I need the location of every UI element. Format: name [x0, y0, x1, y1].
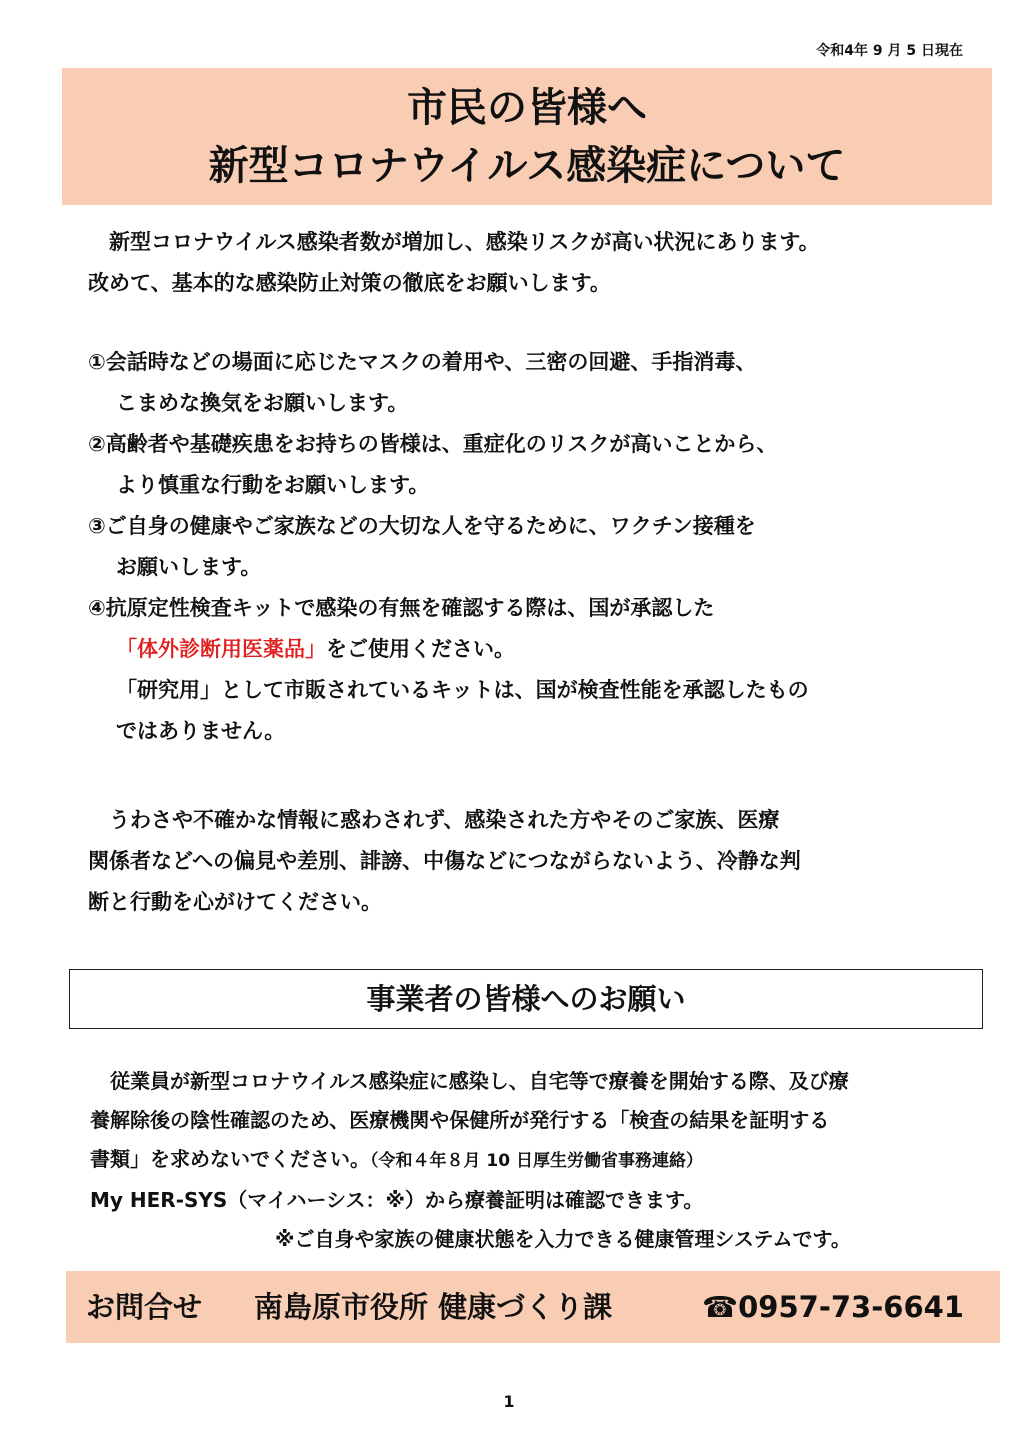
list-item-1: ①会話時などの場面に応じたマスクの着用や、三密の回避、手指消毒、 [88, 350, 757, 374]
contact-phone: ☎0957-73-6641 [702, 1290, 964, 1324]
intro-line: 改めて、基本的な感染防止対策の徹底をお願いします。 [88, 271, 611, 295]
business-line-hersys: My HER-SYS（マイハーシス：※）から療養証明は確認できます。 [90, 1188, 704, 1212]
contact-banner [66, 1271, 1000, 1343]
contact-label: お問合せ [86, 1290, 203, 1324]
list-item-3: ③ご自身の健康やご家族などの大切な人を守るために、ワクチン接種を [88, 514, 756, 538]
closing-line: うわさや不確かな情報に惑わされず、感染された方やそのご家族、医療 [88, 808, 780, 832]
business-heading: 事業者の皆様へのお願い [69, 969, 983, 1029]
highlight-diagnostic-drug: 「体外診断用医薬品」 [116, 637, 326, 661]
business-paragraph [90, 1062, 970, 1259]
page-number: 1 [503, 1392, 515, 1411]
measures-list [88, 342, 968, 752]
list-item-1-cont: こまめな換気をお願いします。 [116, 391, 409, 415]
closing-line: 断と行動を心がけてください。 [88, 890, 382, 914]
closing-paragraph [88, 800, 968, 923]
title-line-2: 新型コロナウイルス感染症について [208, 143, 846, 189]
business-line [90, 1140, 970, 1181]
list-item-4-cont-rest: をご使用ください。 [326, 637, 515, 661]
list-item-2: ②高齢者や基礎疾患をお持ちの皆様は、重症化のリスクが高いことから、 [88, 432, 778, 456]
list-item-4-note-cont: ではありません。 [116, 719, 286, 743]
business-line: 従業員が新型コロナウイルス感染症に感染し、自宅等で療養を開始する際、及び療 [90, 1069, 849, 1093]
business-line: 養解除後の陰性確認のため、医療機関や保健所が発行する「検査の結果を証明する [90, 1108, 830, 1132]
date-stamp: 令和4年 9 月 5 日現在 [816, 43, 963, 59]
closing-line: 関係者などへの偏見や差別、誹謗、中傷などにつながらないよう、冷静な判 [88, 849, 801, 873]
business-line-3-note: （令和４年８月 10 日厚生労働省事務連絡） [370, 1151, 703, 1171]
list-item-4-cont [88, 629, 968, 670]
list-item-4: ④抗原定性検査キットで感染の有無を確認する際は、国が承認した [88, 596, 715, 620]
business-line-3-main: 書類」を求めないでください。 [90, 1147, 370, 1171]
intro-line: 新型コロナウイルス感染者数が増加し、感染リスクが高い状況にあります。 [88, 230, 820, 254]
list-item-4-note: 「研究用」として市販されているキットは、国が検査性能を承認したもの [116, 678, 809, 702]
title-line-1: 市民の皆様へ [407, 85, 647, 131]
list-item-3-cont: お願いします。 [116, 555, 262, 579]
title-banner [62, 68, 992, 205]
contact-office: 南島原市役所 健康づくり課 [254, 1290, 613, 1324]
list-item-2-cont: より慎重な行動をお願いします。 [116, 473, 430, 497]
intro-paragraph [88, 222, 968, 304]
business-footnote: ※ご自身や家族の健康状態を入力できる健康管理システムです。 [275, 1227, 851, 1251]
